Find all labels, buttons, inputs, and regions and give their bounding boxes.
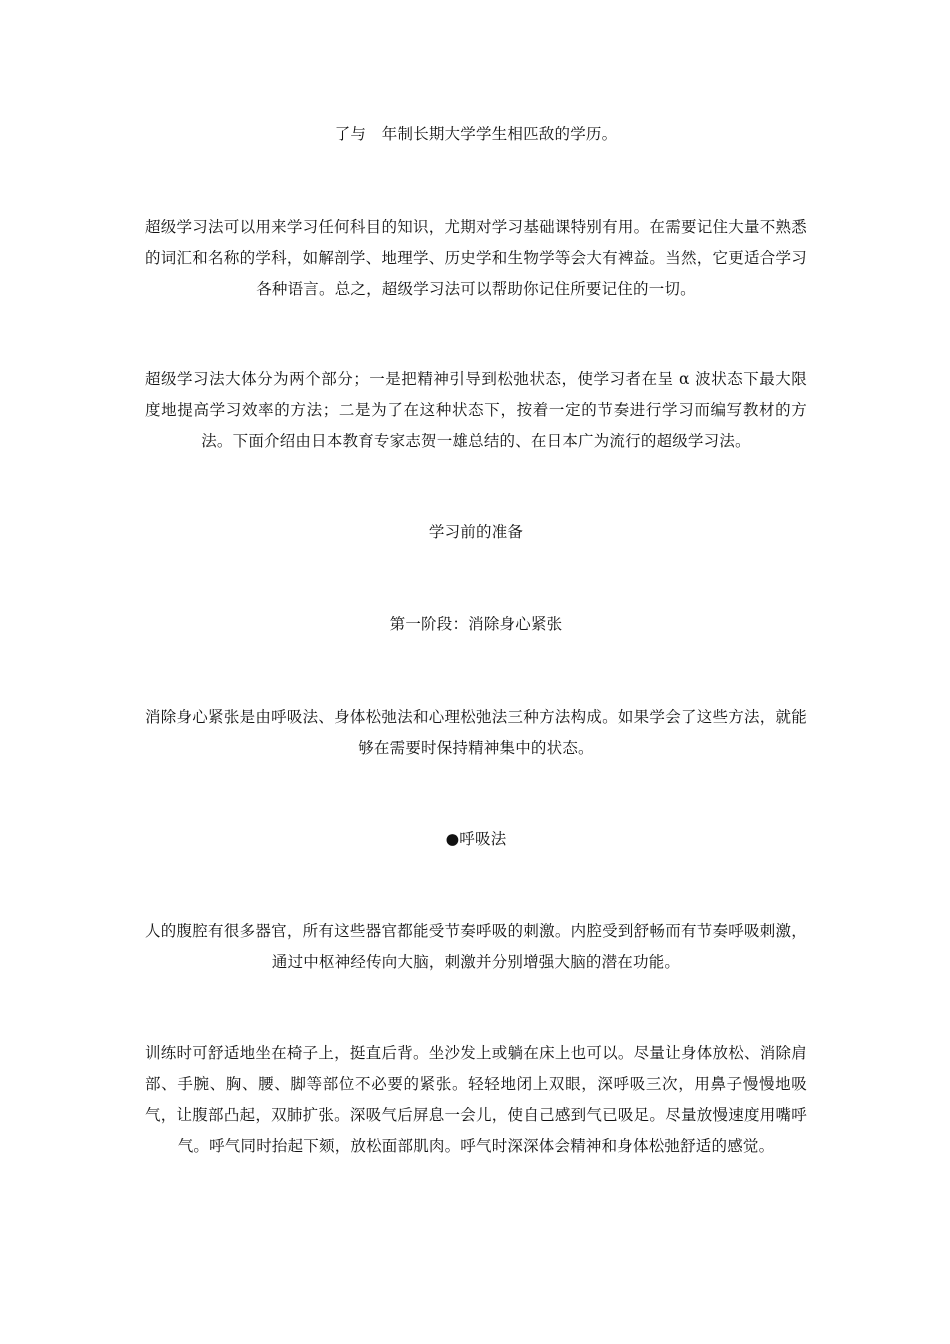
paragraph-breathing-intro: 人的腹腔有很多器官，所有这些器官都能受节奏呼吸的刺激。内腔受到舒畅而有节奏呼吸刺激，通过中枢神经传向大脑，刺激并分别增强大脑的潜在功能。 <box>145 922 807 971</box>
paragraph-stage-one: 消除身心紧张是由呼吸法、身体松弛法和心理松弛法三种方法构成。如果学会了这些方法，就能够在需要时保持精神集中的状态。 <box>145 708 807 757</box>
section-heading-breathing: ●呼吸法 <box>445 830 507 848</box>
paragraph-parts: 超级学习法大体分为两个部分；一是把精神引导到松弛状态，使学习者在呈 α 波状态下最大限度地提高学习效率的方法；二是为了在这种状态下，按着一定的节奏进行学习而编写教材的方法。下面介绍由日本教育专家志贺一雄总结的、在日本广为流行的超级学习法。 <box>145 370 807 450</box>
document-page <box>145 0 807 1344</box>
line-fragment: 了与 年制长期大学学生相匹敌的学历。 <box>334 125 618 143</box>
paragraph-scope: 超级学习法可以用来学习任何科目的知识，尤期对学习基础课特别有用。在需要记住大量不熟悉的词汇和名称的学科，如解剖学、地理学、历史学和生物学等会大有裨益。当然，它更适合学习各种语言。总之，超级学习法可以帮助你记住所要记住的一切。 <box>145 218 807 298</box>
section-heading-preparation: 学习前的准备 <box>428 523 524 541</box>
paragraph-breathing-steps: 训练时可舒适地坐在椅子上，挺直后背。坐沙发上或躺在床上也可以。尽量让身体放松、消除肩部、手腕、胸、腰、脚等部位不必要的紧张。轻轻地闭上双眼，深呼吸三次，用鼻子慢慢地吸气，让腹部凸起，双肺扩张。深吸气后屏息一会儿，使自己感到气已吸足。尽量放慢速度用嘴呼气。呼气同时抬起下颏，放松面部肌肉。呼气时深深体会精神和身体松弛舒适的感觉。 <box>145 1044 807 1155</box>
section-heading-stage-one: 第一阶段：消除身心紧张 <box>389 615 563 633</box>
